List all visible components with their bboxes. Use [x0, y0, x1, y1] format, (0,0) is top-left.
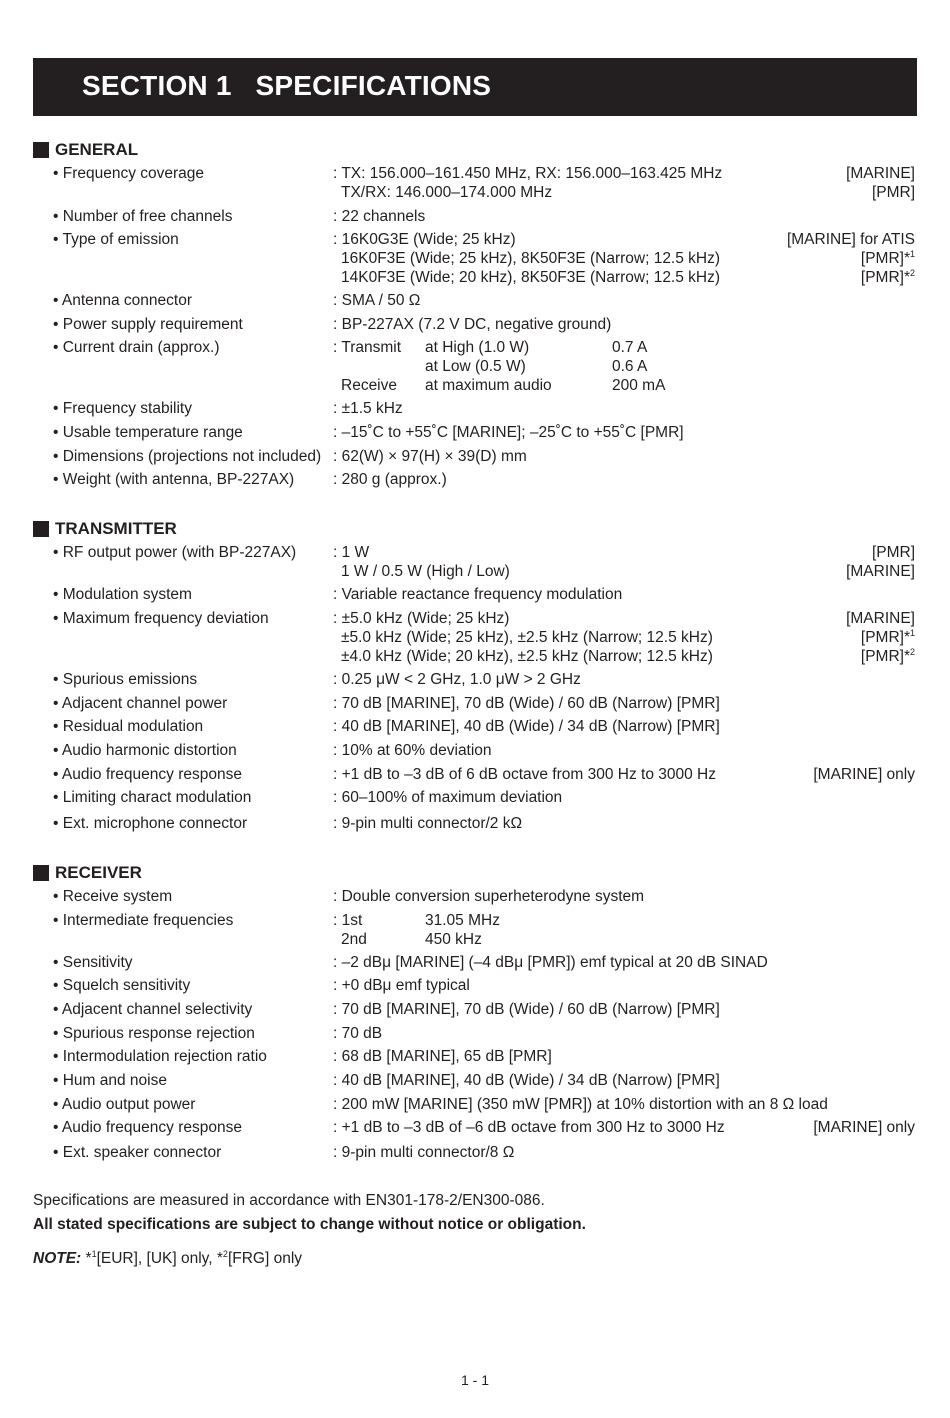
spec-label: • Ext. microphone connector — [53, 815, 248, 832]
spec-value: at High (1.0 W) — [425, 339, 530, 356]
square-bullet-icon — [33, 521, 49, 537]
transmitter-heading — [33, 519, 177, 539]
spec-value: at maximum audio — [425, 377, 552, 394]
footnote-marker: 2 — [909, 647, 915, 657]
spec-value: : Transmit — [333, 339, 402, 356]
spec-row — [0, 165, 950, 185]
spec-tag: [MARINE] for ATIS — [786, 231, 915, 248]
spec-label: • Frequency stability — [53, 400, 192, 417]
note-text-end: [FRG] only — [227, 1250, 303, 1267]
spec-value: : TX: 156.000–161.450 MHz, RX: 156.000–163.425 MHz — [333, 165, 723, 182]
tag-text: [PMR]* — [860, 629, 910, 646]
spec-row — [0, 1072, 950, 1092]
spec-value: : 1 W — [333, 544, 370, 561]
spec-label: • Spurious emissions — [53, 671, 198, 688]
spec-row — [0, 695, 950, 715]
spec-row — [0, 358, 950, 378]
spec-row — [0, 766, 950, 786]
spec-label: • Modulation system — [53, 586, 192, 603]
spec-value: : +1 dB to –3 dB of 6 dB octave from 300 Hz to 3000 Hz — [333, 766, 716, 783]
spec-tag: [MARINE] — [846, 165, 915, 182]
spec-value: : BP-227AX (7.2 V DC, negative ground) — [333, 316, 612, 333]
spec-row — [0, 448, 950, 468]
spec-value: : 62(W) × 97(H) × 39(D) mm — [333, 448, 527, 465]
spec-value: : Double conversion superheterodyne system — [333, 888, 645, 905]
receiver-heading-text: RECEIVER — [55, 863, 142, 882]
general-heading — [33, 140, 138, 160]
spec-value: 200 mA — [612, 377, 666, 394]
spec-value: : +1 dB to –3 dB of –6 dB octave from 300 Hz to 3000 Hz — [333, 1119, 725, 1136]
footnote-marker: 1 — [909, 628, 915, 638]
spec-label: • Receive system — [53, 888, 173, 905]
spec-label: • Limiting charact modulation — [53, 789, 252, 806]
spec-value: : ±1.5 kHz — [333, 400, 403, 417]
spec-value: ±4.0 kHz (Wide; 20 kHz), ±2.5 kHz (Narrow; 12.5 kHz) — [341, 648, 713, 665]
spec-label: • Current drain (approx.) — [53, 339, 220, 356]
spec-tag — [861, 629, 915, 647]
spec-row — [0, 1025, 950, 1045]
spec-row — [0, 208, 950, 228]
section-banner — [33, 58, 917, 116]
spec-row — [0, 718, 950, 738]
footnote-line: NOTE: *$^1$[EUR], [UK] only, *$^2$[FRG] only — [33, 1249, 303, 1267]
spec-label: • Maximum frequency deviation — [53, 610, 269, 627]
spec-value: 450 kHz — [425, 931, 482, 948]
tag-text: [PMR]* — [860, 648, 910, 665]
spec-tag — [861, 648, 915, 666]
footnote-marker: 2 — [222, 1249, 228, 1259]
spec-row — [0, 977, 950, 997]
spec-value: 14K0F3E (Wide; 20 kHz), 8K50F3E (Narrow; 12.5 kHz) — [341, 269, 721, 286]
measured-note: Specifications are measured in accordance with EN301-178-2/EN300-086. — [33, 1192, 545, 1209]
spec-row — [0, 954, 950, 974]
spec-value: TX/RX: 146.000–174.000 MHz — [341, 184, 553, 201]
spec-value: : –2 dBμ [MARINE] (–4 dBμ [PMR]) emf typical at 20 dB SINAD — [333, 954, 768, 971]
spec-row — [0, 1096, 950, 1116]
spec-row — [0, 629, 950, 649]
spec-value: 2nd — [341, 931, 367, 948]
spec-value: : 200 mW [MARINE] (350 mW [PMR]) at 10% distortion with an 8 Ω load — [333, 1096, 828, 1113]
square-bullet-icon — [33, 142, 49, 158]
spec-row — [0, 269, 950, 289]
spec-row — [0, 424, 950, 444]
spec-row — [0, 586, 950, 606]
spec-row — [0, 1048, 950, 1068]
spec-label: • Residual modulation — [53, 718, 204, 735]
spec-label: • Power supply requirement — [53, 316, 243, 333]
spec-value: : 70 dB — [333, 1025, 383, 1042]
spec-value: : –15˚C to +55˚C [MARINE]; –25˚C to +55˚C [PMR] — [333, 424, 684, 441]
spec-label: • Weight (with antenna, BP-227AX) — [53, 471, 295, 488]
spec-label: • Type of emission — [53, 231, 179, 248]
spec-label: • Number of free channels — [53, 208, 233, 225]
spec-tag: [MARINE] — [846, 610, 915, 627]
spec-row — [0, 184, 950, 204]
spec-row — [0, 563, 950, 583]
tag-text: [PMR]* — [860, 269, 910, 286]
spec-value: at Low (0.5 W) — [425, 358, 526, 375]
spec-value: 0.6 A — [612, 358, 648, 375]
spec-label: • Ext. speaker connector — [53, 1144, 222, 1161]
footnote-marker: 2 — [909, 268, 915, 278]
spec-tag — [861, 250, 915, 268]
spec-value: : 40 dB [MARINE], 40 dB (Wide) / 34 dB (Narrow) [PMR] — [333, 718, 720, 735]
spec-row — [0, 231, 950, 251]
spec-label: • Audio output power — [53, 1096, 196, 1113]
spec-label: • Intermediate frequencies — [53, 912, 234, 929]
spec-row — [0, 671, 950, 691]
spec-value: : 9-pin multi connector/2 kΩ — [333, 815, 523, 832]
spec-value: ±5.0 kHz (Wide; 25 kHz), ±2.5 kHz (Narrow; 12.5 kHz) — [341, 629, 713, 646]
page-number: 1 - 1 — [460, 1372, 489, 1388]
spec-label: • Audio harmonic distortion — [53, 742, 237, 759]
spec-row — [0, 815, 950, 835]
spec-row — [0, 931, 950, 951]
spec-row — [0, 316, 950, 336]
spec-value: : ±5.0 kHz (Wide; 25 kHz) — [333, 610, 510, 627]
spec-row — [0, 250, 950, 270]
change-notice: All stated specifications are subject to change without notice or obligation. — [33, 1216, 586, 1233]
spec-tag: [MARINE] only — [813, 1119, 915, 1136]
spec-row — [0, 1144, 950, 1164]
spec-tag: [PMR] — [871, 184, 915, 201]
spec-row — [0, 292, 950, 312]
spec-row — [0, 400, 950, 420]
general-heading-text: GENERAL — [55, 140, 139, 159]
spec-tag: [PMR] — [871, 544, 915, 561]
spec-value: : +0 dBμ emf typical — [333, 977, 470, 994]
spec-value: 31.05 MHz — [425, 912, 500, 929]
spec-label: • Adjacent channel selectivity — [53, 1001, 253, 1018]
spec-value: Receive — [341, 377, 397, 394]
footnote-marker: 1 — [909, 249, 915, 259]
spec-value: 0.7 A — [612, 339, 648, 356]
spec-row — [0, 789, 950, 809]
spec-value: : SMA / 50 Ω — [333, 292, 421, 309]
spec-value: : 60–100% of maximum deviation — [333, 789, 563, 806]
spec-value: : 68 dB [MARINE], 65 dB [PMR] — [333, 1048, 552, 1065]
spec-label: • Dimensions (projections not included) — [53, 448, 322, 465]
spec-row — [0, 544, 950, 564]
section-title: SECTION 1 SPECIFICATIONS — [82, 70, 492, 101]
transmitter-heading-text: TRANSMITTER — [55, 519, 177, 538]
spec-row — [0, 888, 950, 908]
spec-value: : 1st — [333, 912, 363, 929]
spec-value: : 40 dB [MARINE], 40 dB (Wide) / 34 dB (Narrow) [PMR] — [333, 1072, 720, 1089]
spec-row — [0, 648, 950, 668]
spec-value: : Variable reactance frequency modulation — [333, 586, 623, 603]
spec-tag: [MARINE] — [846, 563, 915, 580]
spec-row — [0, 1001, 950, 1021]
spec-label: • Adjacent channel power — [53, 695, 228, 712]
spec-label: • Frequency coverage — [53, 165, 205, 182]
spec-value: : 0.25 μW < 2 GHz, 1.0 μW > 2 GHz — [333, 671, 581, 688]
note-text: [EUR], [UK] only, * — [96, 1250, 223, 1267]
receiver-heading — [33, 863, 142, 883]
spec-row — [0, 742, 950, 762]
spec-label: • Intermodulation rejection ratio — [53, 1048, 267, 1065]
spec-value: 16K0F3E (Wide; 25 kHz), 8K50F3E (Narrow; 12.5 kHz) — [341, 250, 721, 267]
footnote-marker: 1 — [91, 1249, 97, 1259]
spec-label: • Squelch sensitivity — [53, 977, 191, 994]
spec-label: • Sensitivity — [53, 954, 133, 971]
spec-row — [0, 1119, 950, 1139]
spec-value: : 9-pin multi connector/8 Ω — [333, 1144, 515, 1161]
spec-row — [0, 912, 950, 932]
spec-label: • Usable temperature range — [53, 424, 243, 441]
spec-label: • Hum and noise — [53, 1072, 167, 1089]
spec-label: • Audio frequency response — [53, 1119, 242, 1136]
spec-label: • RF output power (with BP-227AX) — [53, 544, 297, 561]
spec-row — [0, 339, 950, 359]
spec-label: • Spurious response rejection — [53, 1025, 255, 1042]
spec-row — [0, 377, 950, 397]
spec-value: 1 W / 0.5 W (High / Low) — [341, 563, 510, 580]
spec-value: : 70 dB [MARINE], 70 dB (Wide) / 60 dB (Narrow) [PMR] — [333, 695, 720, 712]
tag-text: [PMR]* — [860, 250, 910, 267]
spec-value: : 70 dB [MARINE], 70 dB (Wide) / 60 dB (Narrow) [PMR] — [333, 1001, 720, 1018]
spec-label: • Audio frequency response — [53, 766, 242, 783]
spec-value: : 22 channels — [333, 208, 426, 225]
spec-value: : 280 g (approx.) — [333, 471, 447, 488]
note-label: NOTE: — [33, 1250, 82, 1267]
spec-value: : 16K0G3E (Wide; 25 kHz) — [333, 231, 516, 248]
spec-value: : 10% at 60% deviation — [333, 742, 492, 759]
spec-row — [0, 471, 950, 491]
spec-label: • Antenna connector — [53, 292, 193, 309]
spec-row — [0, 610, 950, 630]
square-bullet-icon — [33, 865, 49, 881]
spec-tag: [MARINE] only — [813, 766, 915, 783]
spec-tag — [861, 269, 915, 287]
